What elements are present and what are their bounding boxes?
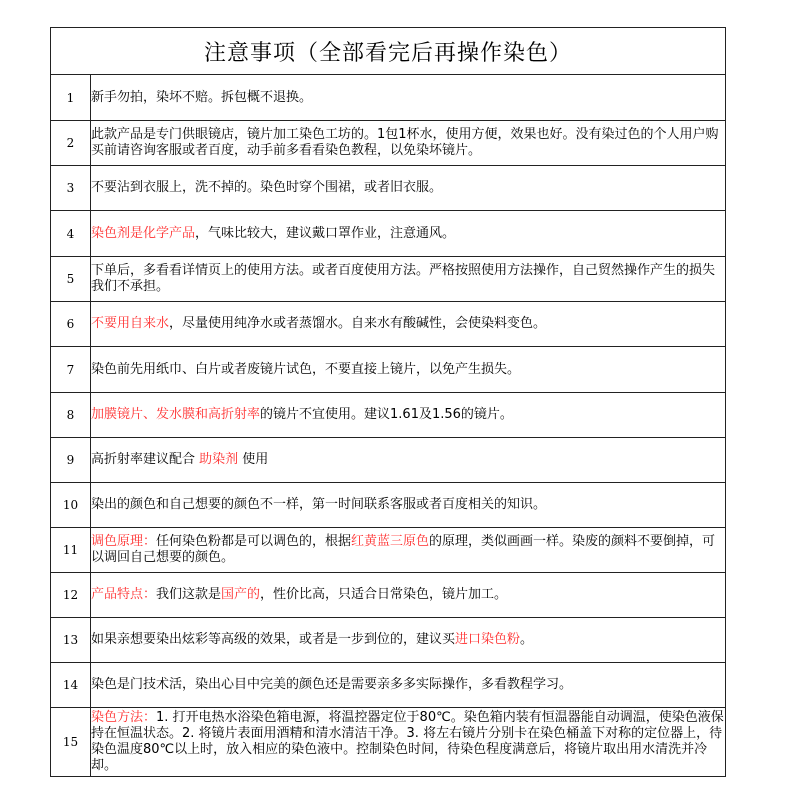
highlight-text: 红黄蓝三原色 bbox=[351, 534, 430, 549]
row-number: 6 bbox=[51, 302, 91, 347]
highlight-text: 不要用自来水 bbox=[91, 316, 170, 331]
row-number: 9 bbox=[51, 438, 91, 483]
table-title: 注意事项（全部看完后再操作染色） bbox=[51, 28, 726, 75]
notice-row bbox=[51, 708, 726, 777]
notice-row bbox=[51, 393, 726, 438]
notice-row bbox=[51, 663, 726, 708]
row-number: 12 bbox=[51, 573, 91, 618]
notice-row bbox=[51, 121, 726, 166]
row-text bbox=[91, 663, 726, 708]
row-number: 10 bbox=[51, 483, 91, 528]
row-text bbox=[91, 302, 726, 347]
body-text: 的原理，类似画画一样。染废的颜料不要倒掉，可以调回自己想要的颜色。 bbox=[91, 534, 716, 565]
notice-table bbox=[50, 27, 726, 777]
highlight-text: 加膜镜片、发水膜和高折射率 bbox=[91, 407, 261, 422]
row-number: 4 bbox=[51, 211, 91, 257]
body-text: 我们这款是 bbox=[156, 587, 222, 602]
row-number: 2 bbox=[51, 121, 91, 166]
row-text bbox=[91, 483, 726, 528]
notice-row bbox=[51, 483, 726, 528]
title-row bbox=[51, 28, 726, 75]
row-number: 14 bbox=[51, 663, 91, 708]
highlight-text: 染色方法： bbox=[91, 710, 157, 725]
row-number: 3 bbox=[51, 166, 91, 211]
body-text: 染色是门技术活，染出心目中完美的颜色还是需要亲多多实际操作，多看教程学习。 bbox=[91, 677, 573, 692]
row-number: 8 bbox=[51, 393, 91, 438]
row-text bbox=[91, 166, 726, 211]
body-text: 如果亲想要染出炫彩等高级的效果，或者是一步到位的，建议买 bbox=[91, 632, 456, 647]
row-number: 1 bbox=[51, 75, 91, 121]
row-number: 15 bbox=[51, 708, 91, 777]
row-number: 13 bbox=[51, 618, 91, 663]
notice-row bbox=[51, 302, 726, 347]
body-text: 高折射率建议配合 bbox=[91, 452, 200, 467]
row-text bbox=[91, 528, 726, 573]
notice-row bbox=[51, 257, 726, 302]
body-text: 不要沾到衣服上，洗不掉的。染色时穿个围裙，或者旧衣服。 bbox=[91, 180, 443, 195]
body-text: 染出的颜色和自己想要的颜色不一样，第一时间联系客服或者百度相关的知识。 bbox=[91, 497, 547, 512]
highlight-text: 产品特点： bbox=[91, 587, 157, 602]
highlight-text: 国产的 bbox=[221, 587, 261, 602]
row-text bbox=[91, 438, 726, 483]
body-text: 的镜片不宜使用。建议1.61及1.56的镜片。 bbox=[260, 407, 513, 422]
row-text bbox=[91, 618, 726, 663]
notice-row bbox=[51, 438, 726, 483]
notice-row bbox=[51, 166, 726, 211]
highlight-text: 助染剂 bbox=[199, 452, 239, 467]
highlight-text: 染色剂是化学产品 bbox=[91, 225, 196, 241]
row-text bbox=[91, 257, 726, 302]
highlight-text: 进口染色粉 bbox=[455, 632, 521, 647]
row-text bbox=[91, 75, 726, 121]
notice-row bbox=[51, 618, 726, 663]
row-text bbox=[91, 347, 726, 393]
body-text: 。 bbox=[520, 632, 534, 647]
notice-row bbox=[51, 528, 726, 573]
body-text: 使用 bbox=[238, 452, 269, 467]
row-text bbox=[91, 708, 726, 777]
body-text: ，气味比较大，建议戴口罩作业，注意通风。 bbox=[195, 225, 456, 241]
body-text: 此款产品是专门供眼镜店，镜片加工染色工坊的。1包1杯水，使用方便，效果也好。没有染过色的个人用户购买前请咨询客服或者百度，动手前多看看染色教程，以免染坏镜片。 bbox=[91, 127, 719, 158]
notice-row bbox=[51, 211, 726, 257]
row-text bbox=[91, 121, 726, 166]
row-number: 7 bbox=[51, 347, 91, 393]
notice-row bbox=[51, 573, 726, 618]
row-number: 11 bbox=[51, 528, 91, 573]
highlight-text: 调色原理： bbox=[91, 534, 157, 549]
row-number: 5 bbox=[51, 257, 91, 302]
body-text: ，性价比高，只适合日常染色，镜片加工。 bbox=[260, 587, 508, 602]
notice-row bbox=[51, 347, 726, 393]
body-text: 任何染色粉都是可以调色的，根据 bbox=[156, 534, 352, 549]
row-text bbox=[91, 211, 726, 257]
body-text: 1. 打开电热水浴染色箱电源，将温控器定位于80℃。染色箱内装有恒温器能自动调温，使染色液保持在恒温状态。2. 将镜片表面用酒精和清水清洁干净。3. 将左右镜片分别卡在染色桶盖下对称的定位器上，待染色温度80℃以上时，放入相应的染色液中。控制染色时间，待染色程度满意后，将镜片取出用水清洗并冷却。 bbox=[91, 710, 724, 773]
body-text: ，尽量使用纯净水或者蒸馏水。自来水有酸碱性，会使染料变色。 bbox=[169, 316, 547, 331]
body-text: 下单后，多看看详情页上的使用方法。或者百度使用方法。严格按照使用方法操作，自己贸然操作产生的损失我们不承担。 bbox=[91, 263, 716, 294]
body-text: 新手勿拍，染坏不赔。拆包概不退换。 bbox=[91, 89, 313, 105]
notice-row bbox=[51, 75, 726, 121]
row-text bbox=[91, 393, 726, 438]
body-text: 染色前先用纸巾、白片或者废镜片试色，不要直接上镜片，以免产生损失。 bbox=[91, 361, 521, 377]
row-text bbox=[91, 573, 726, 618]
